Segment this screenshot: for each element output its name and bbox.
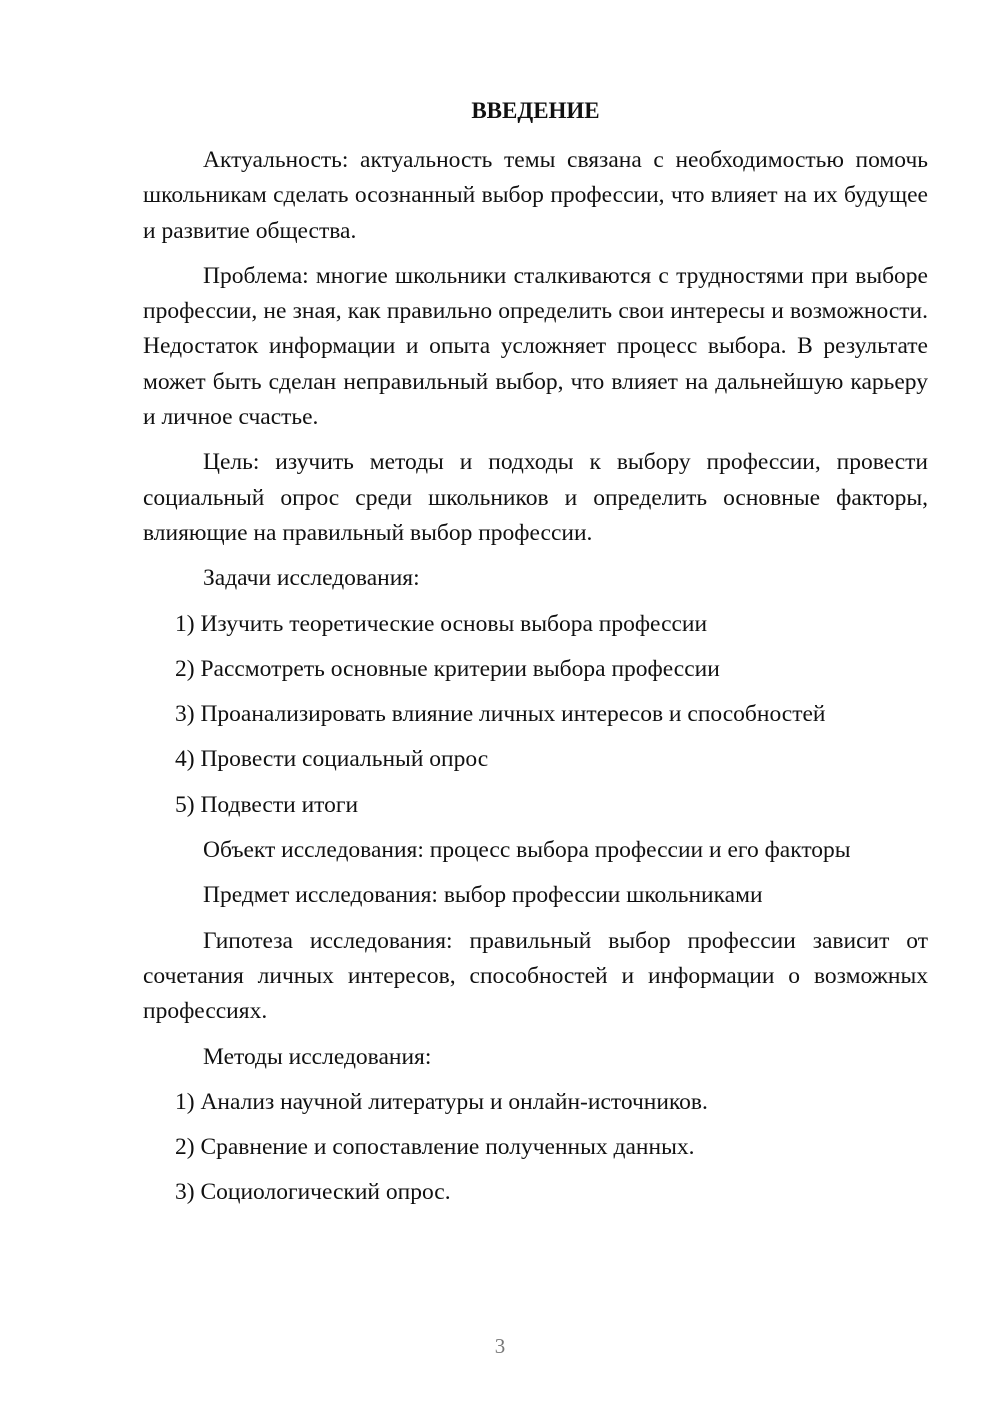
list-item: 1) Анализ научной литературы и онлайн-источников. <box>175 1088 708 1115</box>
list-item: 5) Подвести итоги <box>175 791 359 818</box>
methods-list <box>143 1085 928 1211</box>
tasks-heading: Задачи исследования: <box>203 565 420 592</box>
document-body <box>143 143 928 1211</box>
hypothesis-paragraph: Гипотеза исследования: правильный выбор профессии зависит от сочетания личных интересов, способностей и информации о возможных профессиях. <box>143 927 928 1025</box>
subject-paragraph: Предмет исследования: выбор профессии школьниками <box>203 882 763 909</box>
page-title: ВВЕДЕНИЕ <box>471 98 600 123</box>
goal-paragraph: Цель: изучить методы и подходы к выбору профессии, провести социальный опрос среди школьников и определить основные факторы, влияющие на правильный выбор профессии. <box>143 449 928 546</box>
list-item: 2) Рассмотреть основные критерии выбора профессии <box>175 655 720 682</box>
list-item: 2) Сравнение и сопоставление полученных данных. <box>175 1134 695 1161</box>
methods-heading: Методы исследования: <box>203 1043 432 1070</box>
list-item: 3) Проанализировать влияние личных интересов и способностей <box>175 701 826 728</box>
tasks-list <box>143 607 928 823</box>
object-paragraph: Объект исследования: процесс выбора профессии и его факторы <box>203 837 851 864</box>
relevance-paragraph: Актуальность: актуальность темы связана с необходимостью помочь школьникам сделать осознанный выбор профессии, что влияет на их будущее и развитие общества. <box>143 147 928 244</box>
list-item: 4) Провести социальный опрос <box>175 746 489 773</box>
page-number: 3 <box>494 1334 506 1358</box>
problem-paragraph: Проблема: многие школьники сталкиваются с трудностями при выборе профессии, не зная, как правильно определить свои интересы и возможности. Недостаток информации и опыта усложняет процесс выбора. В результате может быть сделан неправильный выбор, что влияет на дальнейшую карьеру и личное счастье. <box>143 262 928 431</box>
list-item: 3) Социологический опрос. <box>175 1179 451 1206</box>
list-item: 1) Изучить теоретические основы выбора профессии <box>175 610 708 637</box>
